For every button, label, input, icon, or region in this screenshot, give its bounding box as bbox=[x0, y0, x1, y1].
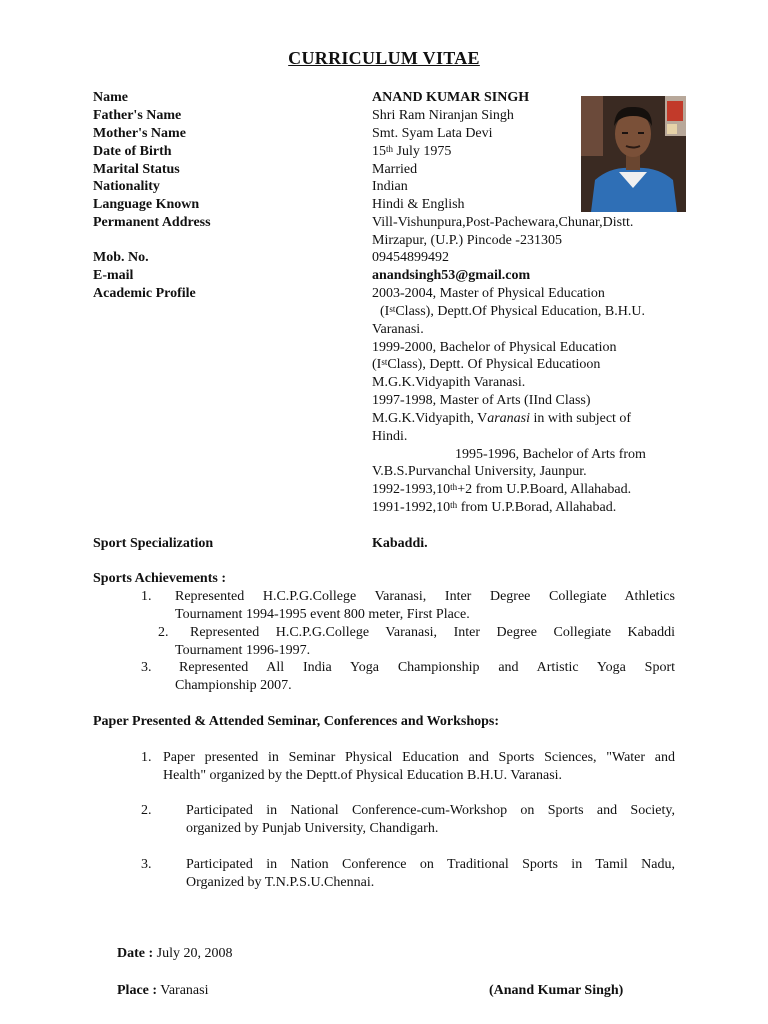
date-line: Date : July 20, 2008 bbox=[117, 946, 233, 961]
academic-3-line1: 1997-1998, Master of Arts (IInd Class) bbox=[372, 393, 591, 408]
achievement-1-line1: Represented H.C.P.G.College Varanasi, Inter Degree Collegiate Athletics bbox=[175, 589, 675, 604]
academic-3-line2: M.G.K.Vidyapith, Varanasi in with subject of bbox=[372, 411, 632, 426]
academic-4-line1: 1995-1996, Bachelor of Arts from bbox=[455, 447, 646, 462]
paper-3-num: 3. bbox=[141, 857, 152, 872]
achievement-3-num: 3. bbox=[141, 660, 152, 675]
value-address-line2: Mirzapur, (U.P.) Pincode -231305 bbox=[372, 233, 562, 248]
achievement-2-line2: Tournament 1996-1997. bbox=[175, 643, 311, 658]
value-name: ANAND KUMAR SINGH bbox=[372, 90, 530, 105]
label-nationality: Nationality bbox=[93, 179, 160, 194]
label-mobile: Mob. No. bbox=[93, 250, 149, 265]
achievements-heading: Sports Achievements : bbox=[93, 571, 226, 586]
paper-1-line2: Health" organized by the Deptt.of Physical Education B.H.U. Varanasi. bbox=[163, 768, 563, 783]
achievement-3-line2: Championship 2007. bbox=[175, 678, 292, 693]
label-marital: Marital Status bbox=[93, 162, 180, 177]
achievement-1-line2: Tournament 1994-1995 event 800 meter, First Place. bbox=[175, 607, 470, 622]
profile-photo bbox=[581, 96, 686, 212]
label-sport: Sport Specialization bbox=[93, 536, 214, 551]
paper-1-line1: Paper presented in Seminar Physical Education and Sports Sciences, "Water and bbox=[163, 750, 675, 765]
label-email: E-mail bbox=[93, 268, 134, 283]
papers-heading: Paper Presented & Attended Seminar, Conferences and Workshops: bbox=[93, 714, 500, 729]
label-academic: Academic Profile bbox=[93, 286, 196, 301]
value-email: anandsingh53@gmail.com bbox=[372, 268, 531, 283]
achievement-2-line1: Represented H.C.P.G.College Varanasi, Inter Degree Collegiate Kabaddi bbox=[190, 625, 675, 640]
academic-1-line1: 2003-2004, Master of Physical Education bbox=[372, 286, 605, 301]
academic-1-line3: Varanasi. bbox=[372, 322, 424, 337]
value-sport: Kabaddi. bbox=[372, 536, 428, 551]
label-father: Father's Name bbox=[93, 108, 182, 123]
label-dob: Date of Birth bbox=[93, 144, 172, 159]
value-address-line1: Vill-Vishunpura,Post-Pachewara,Chunar,Distt. bbox=[372, 215, 634, 230]
label-name: Name bbox=[93, 90, 128, 105]
paper-3-line1: Participated in Nation Conference on Traditional Sports in Tamil Nadu, bbox=[186, 857, 675, 872]
achievement-2-num: 2. bbox=[158, 625, 169, 640]
label-language: Language Known bbox=[93, 197, 200, 212]
academic-2-line3: M.G.K.Vidyapith Varanasi. bbox=[372, 375, 526, 390]
value-language: Hindi & English bbox=[372, 197, 465, 212]
paper-2-line2: organized by Punjab University, Chandigarh. bbox=[186, 821, 439, 836]
value-dob: 15th July 1975 bbox=[372, 144, 452, 159]
achievement-1-num: 1. bbox=[141, 589, 152, 604]
value-nationality: Indian bbox=[372, 179, 408, 194]
signature: (Anand Kumar Singh) bbox=[489, 983, 624, 998]
academic-6: 1991-1992,10th from U.P.Borad, Allahabad. bbox=[372, 500, 617, 515]
paper-2-line1: Participated in National Conference-cum-Workshop on Sports and Society, bbox=[186, 803, 675, 818]
label-address: Permanent Address bbox=[93, 215, 211, 230]
paper-3-line2: Organized by T.N.P.S.U.Chennai. bbox=[186, 875, 375, 890]
academic-2-line2: (IstClass), Deptt. Of Physical Educatioon bbox=[372, 357, 601, 372]
academic-1-line2: (IstClass), Deptt.Of Physical Education, B.H.U. bbox=[380, 304, 645, 319]
academic-5: 1992-1993,10th+2 from U.P.Board, Allahabad. bbox=[372, 482, 632, 497]
paper-1-num: 1. bbox=[141, 750, 152, 765]
label-mother: Mother's Name bbox=[93, 126, 186, 141]
value-marital: Married bbox=[372, 162, 418, 177]
value-father: Shri Ram Niranjan Singh bbox=[372, 108, 514, 123]
value-mobile: 09454899492 bbox=[372, 250, 449, 265]
academic-4-line2: V.B.S.Purvanchal University, Jaunpur. bbox=[372, 464, 587, 479]
page-title: CURRICULUM VITAE bbox=[288, 48, 480, 68]
value-mother: Smt. Syam Lata Devi bbox=[372, 126, 493, 141]
paper-2-num: 2. bbox=[141, 803, 152, 818]
achievement-3-line1: Represented All India Yoga Championship and Artistic Yoga Sport bbox=[179, 660, 675, 675]
place-line: Place : Varanasi bbox=[117, 983, 209, 998]
academic-3-line3: Hindi. bbox=[372, 429, 408, 444]
academic-2-line1: 1999-2000, Bachelor of Physical Education bbox=[372, 340, 617, 355]
